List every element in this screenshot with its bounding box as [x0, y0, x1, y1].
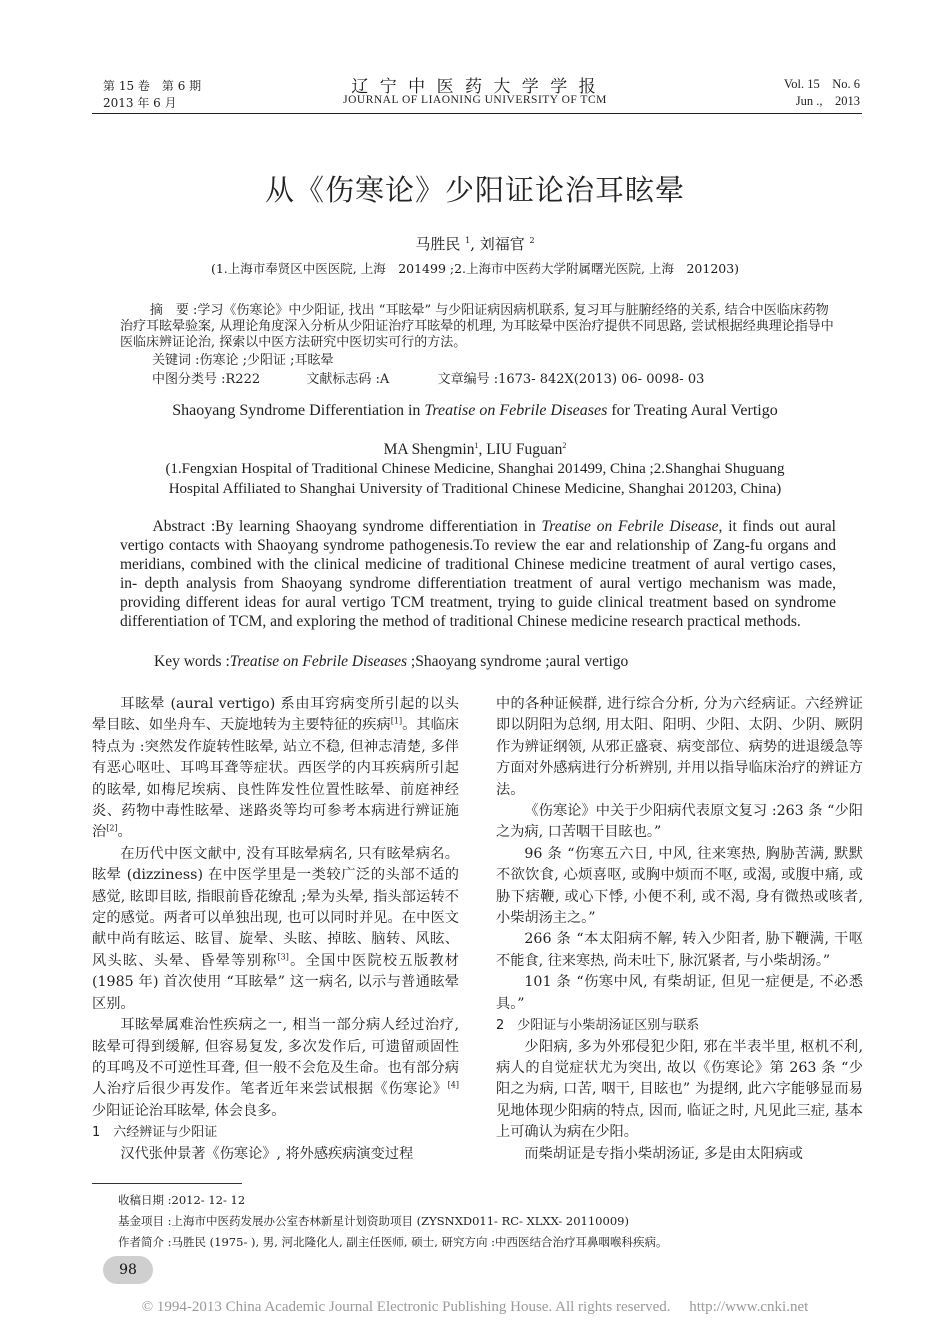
paragraph: 而柴胡证是专指小柴胡汤证, 多是由太阳病或: [524, 1145, 803, 1162]
journal-title-cn: 辽 宁 中 医 药 大 学 学 报: [351, 77, 599, 97]
copyright-watermark: © 1994-2013 China Academic Journal Electronic Publishing House. All rights reserved. http://www.cnki.net: [141, 1299, 809, 1315]
abstract-cn: 摘 要 :学习《伤寒论》中少阳证, 找出 “耳眩晕” 与少阳证病因病机联系, 复习耳与脏腑经络的关系, 结合中医临床药物治疗耳眩晕验案, 从理论角度深入分析从少阳证治疗耳眩晕的机理, 为耳眩晕中医治疗提供不同思路, 尝试根据经典理论指导中医临床辨证论治, 探索以中医方法研究中医切实可行的方法。: [120, 303, 834, 350]
keywords-en: Key words :Treatise on Febrile Diseases ;Shaoyang syndrome ;aural vertigo: [154, 653, 629, 670]
affiliation-en-line-2: Hospital Affiliated to Shanghai University of Traditional Chinese Medicine, Shanghai 201203, China): [168, 481, 782, 497]
article-number: 文章编号 :1673- 842X(2013) 06- 0098- 03: [437, 372, 705, 387]
paragraph: 少阳病, 多为外邪侵犯少阳, 邪在半表半里, 枢机不利, 病人的自觉症状尤为突出, 故以《伤寒论》第 263 条 “少阳之为病, 口苦, 咽干, 目眩也” 为提纲, 此六字能够显而易见地体现少阳病的特点, 因而, 临证之时, 凡见此三症, 基本上可确认为病在少阳。: [496, 1038, 863, 1141]
paper-title-en: Shaoyang Syndrome Differentiation in Treatise on Febrile Diseases for Treating Aural Vertigo: [172, 402, 778, 419]
header-volume-en: [770, 76, 860, 110]
paragraph: 中的各种证候群, 进行综合分析, 分为六经病证。六经辨证即以阴阳为总纲, 用太阳、阳明、少阳、太阴、少阴、厥阴作为辨证纲领, 从邪正盛衰、病变部位、病势的进退缓急等方面对外感病进行分析辨别, 并用以指导临床治疗的辨证方法。: [496, 696, 863, 798]
authors-en: MA Shengmin$^1$, LIU Fuguan$^2$: [383, 440, 567, 458]
footnote-author: 作者简介 :马胜民 (1975- ), 男, 河北隆化人, 副主任医师, 硕士, 研究方向 :中西医结合治疗耳鼻咽喉科疾病。: [118, 1235, 668, 1249]
journal-title-en: JOURNAL OF LIAONING UNIVERSITY OF TCM: [343, 94, 607, 106]
clc-code: 中图分类号 :R222: [152, 372, 261, 387]
doc-code: 文献标志码 :A: [306, 372, 390, 387]
body-right-column: [496, 694, 863, 1165]
section-heading-2: 2 少阳证与小柴胡汤证区别与联系: [496, 1018, 700, 1034]
abstract-en: Abstract :By learning Shaoyang syndrome differentiation in Treatise on Febrile Disease, it finds out aural vertigo contacts with Shaoyang syndrome pathogenesis.To review the ear and relationship of Zang-fu organs and meridians, combined with the clinical medicine of traditional Chinese medicine treatment of aural vertigo cases, in- depth analysis from Shaoyang syndrome differentiation treatment of aural vertigo mechanism was made, providing different ideas for aural vertigo TCM treatment, trying to guide clinical treatment based on syndrome differentiation of TCM, and exploring the method of traditional Chinese medicine research practical methods.: [120, 518, 836, 630]
header-date-en: Jun ., 2013: [795, 94, 860, 108]
authors-cn: 马胜民 $^1$, 刘福官 $^2$: [415, 235, 535, 253]
section-heading-1: 1 六经辨证与少阳证: [92, 1125, 218, 1141]
header-date-cn: 2013 年 6 月: [103, 96, 177, 110]
paragraph: 266 条 “本太阳病不解, 转入少阳者, 胁下鞭满, 干呕不能食, 往来寒热, 尚未吐下, 脉沉紧者, 与小柴胡汤。”: [496, 931, 863, 969]
paragraph: 汉代张仲景著《伤寒论》, 将外感疾病演变过程: [120, 1145, 414, 1162]
header-vol-en: Vol. 15 No. 6: [783, 77, 860, 91]
body-left-column: [92, 694, 459, 1165]
paragraph: 《伤寒论》中关于少阳病代表原文复习 :263 条 “少阳之为病, 口苦咽干目眩也。”: [496, 803, 863, 841]
footnote-received: 收稿日期 :2012- 12- 12: [118, 1193, 246, 1207]
paragraph: 96 条 “伤寒五六日, 中风, 往来寒热, 胸胁苦满, 默默不欲饮食, 心烦喜呕, 或胸中烦而不呕, 或渴, 或腹中痛, 或胁下痞鞭, 或心下悸, 小便不利, 或不渴, 身有微热或咳者, 小柴胡汤主之。”: [496, 845, 863, 927]
keywords-cn: 关键词 :伤寒论 ;少阳证 ;耳眩晕: [152, 353, 334, 368]
paper-title: 从《伤寒论》少阳证论治耳眩晕: [264, 173, 685, 207]
classification-line: [152, 372, 868, 388]
header-volume-cn: [103, 78, 201, 112]
paragraph: 耳眩晕属难治性疾病之一, 相当一部分病人经过治疗, 眩晕可得到缓解, 但容易复发, 多次发作后, 可遗留顽固性的耳鸣及不可逆性耳聋, 但一般不会危及生命。也有部分病人治疗后很少再发作。笔者近年来尝试根据《伤寒论》[4] 少阳证论治耳眩晕, 体会良多。: [92, 1017, 459, 1119]
footnote-rule: [92, 1183, 242, 1184]
paragraph: 101 条 “伤寒中风, 有柴胡证, 但见一症便是, 不必悉具。”: [496, 974, 863, 1012]
footnotes: [118, 1190, 878, 1253]
affiliation-en-line-1: (1.Fengxian Hospital of Traditional Chinese Medicine, Shanghai 201499, China ;2.Shanghai Shuguang: [165, 461, 785, 477]
footnote-fund: 基金项目 :上海市中医药发展办公室杏林新星计划资助项目 (ZYSNXD011- RC- XLXX- 20110009): [118, 1214, 629, 1228]
header-vol-cn: 第 15 卷 第 6 期: [103, 79, 202, 93]
page-number: 98: [103, 1256, 153, 1284]
paragraph: 在历代中医文献中, 没有耳眩晕病名, 只有眩晕病名。眩晕 (dizziness) 在中医学里是一类较广泛的头部不适的感觉, 眩即目眩, 指眼前昏花缭乱 ;晕为头晕, 指头部运转不定的感觉。两者可以单独出现, 也可以同时并见。在中医文献中尚有眩运、眩冒、旋晕、头眩、掉眩、脑转、风眩、风头眩、头晕、昏晕等别称[3]。全国中医院校五版教材 (1985 年) 首次使用 “耳眩晕” 这一病名, 以示与普通眩晕区别。: [92, 845, 459, 1012]
paragraph: 耳眩晕 (aural vertigo) 系由耳窍病变所引起的以头晕目眩、如坐舟车、天旋地转为主要特征的疾病[1]。其临床特点为 :突然发作旋转性眩晕, 站立不稳, 但神志清楚, 多伴有恶心呕吐、耳鸣耳聋等症状。西医学的内耳疾病所引起的眩晕, 如梅尼埃病、良性阵发性位置性眩晕、前庭神经炎、药物中毒性眩晕、迷路炎等均可参考本病进行辨证施治[2]。: [92, 696, 459, 841]
header-rule: [92, 113, 862, 114]
affiliation-cn: (1.上海市奉贤区中医医院, 上海 201499 ;2.上海市中医药大学附属曙光医院, 上海 201203): [210, 261, 740, 276]
